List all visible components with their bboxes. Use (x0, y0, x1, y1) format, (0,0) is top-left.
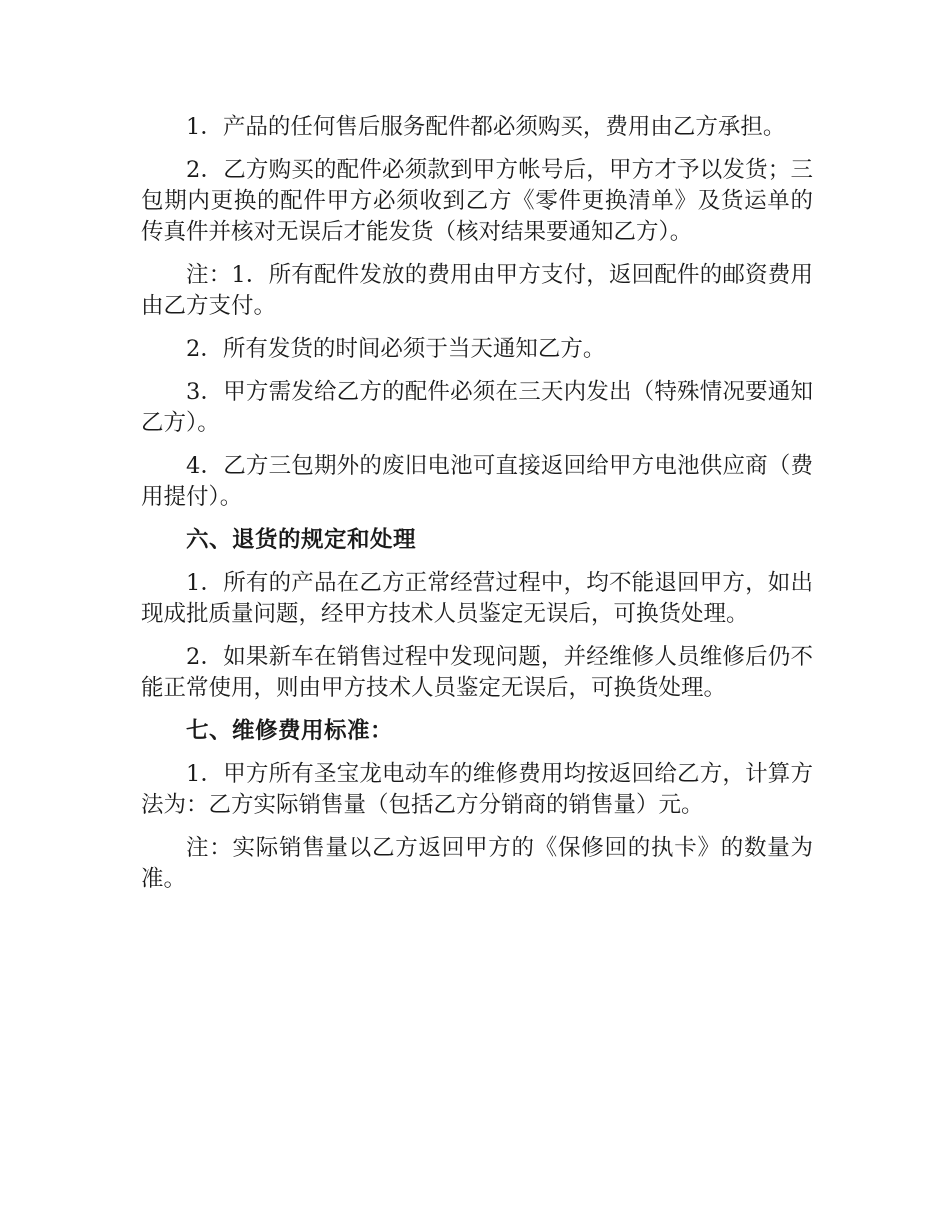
clause-paragraph: 1．产品的任何售后服务配件都必须购买，费用由乙方承担。 (186, 114, 786, 140)
clause-paragraph: 1．甲方所有圣宝龙电动车的维修费用均按返回给乙方，计算方法为：乙方实际销售量（包括乙方分销商的销售量）元。 (141, 761, 813, 818)
document-body (141, 112, 813, 907)
section-heading-returns: 六、退货的规定和处理 (186, 527, 417, 553)
note-paragraph: 注：1．所有配件发放的费用由甲方支付，返回配件的邮资费用由乙方支付。 (141, 262, 813, 319)
section-heading-repair-fees: 七、维修费用标准： (186, 718, 394, 744)
clause-paragraph: 1．所有的产品在乙方正常经营过程中，均不能退回甲方，如出现成批质量问题，经甲方技术人员鉴定无误后，可换货处理。 (141, 570, 813, 627)
note-paragraph: 注：实际销售量以乙方返回甲方的《保修回的执卡》的数量为准。 (141, 835, 813, 892)
clause-paragraph: 2．如果新车在销售过程中发现问题，并经维修人员维修后仍不能正常使用，则由甲方技术人员鉴定无误后，可换货处理。 (141, 644, 813, 701)
clause-paragraph: 2．乙方购买的配件必须款到甲方帐号后，甲方才予以发货；三包期内更换的配件甲方必须收到乙方《零件更换清单》及货运单的传真件并核对无误后才能发货（核对结果要通知乙方）。 (141, 157, 813, 245)
clause-paragraph: 2．所有发货的时间必须于当天通知乙方。 (186, 336, 606, 362)
clause-paragraph: 4．乙方三包期外的废旧电池可直接返回给甲方电池供应商（费用提付）。 (141, 453, 813, 510)
clause-paragraph: 3．甲方需发给乙方的配件必须在三天内发出（特殊情况要通知乙方）。 (141, 379, 813, 436)
